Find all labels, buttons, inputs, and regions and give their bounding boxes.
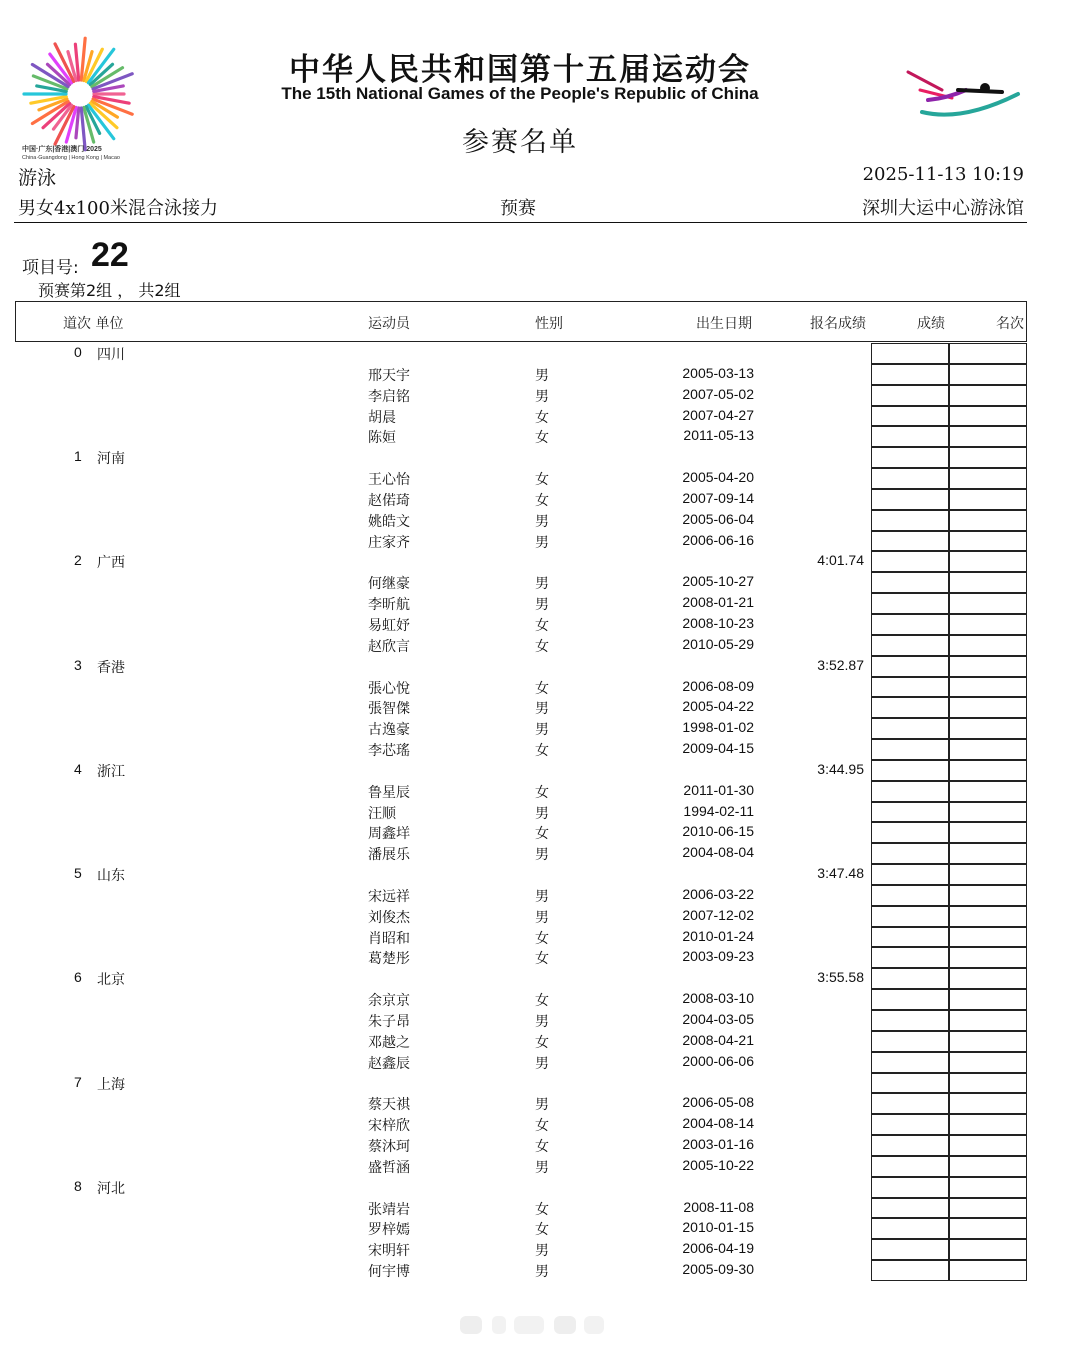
result-box [871,531,949,552]
team-name: 山东 [97,868,125,885]
column-header-entry-time: 报名成绩 [810,316,866,332]
rank-box [949,551,1027,572]
result-box [871,822,949,843]
athlete-gender: 男 [535,1264,549,1281]
lane-number: 3 [74,656,82,673]
team-name: 河南 [97,451,125,468]
page-title: 参赛名单 [462,127,578,158]
athlete-row [0,1052,1066,1073]
team-row [0,1073,1066,1094]
result-box [871,1031,949,1052]
lane-number: 5 [74,865,82,882]
rank-box [949,364,1027,385]
athlete-dob: 2010-05-29 [682,635,754,652]
athlete-row [0,572,1066,593]
rank-box [949,947,1027,968]
athlete-row [0,1156,1066,1177]
rank-box [949,677,1027,698]
result-box [871,1073,949,1094]
athlete-name: 赵偌琦 [368,492,410,509]
heat-info: 预赛第2组 ， 共2组 [38,281,181,300]
athlete-dob: 2005-10-22 [682,1156,754,1173]
athlete-name: 蔡沐珂 [368,1139,410,1156]
athlete-name: 周鑫垟 [368,826,410,843]
result-box [871,385,949,406]
athlete-row [0,426,1066,447]
athlete-dob: 2006-08-09 [682,677,754,694]
rank-box [949,385,1027,406]
athlete-dob: 2004-08-04 [682,844,754,861]
athlete-name: 赵鑫辰 [368,1055,410,1072]
athlete-gender: 男 [535,847,549,864]
athlete-row [0,1114,1066,1135]
rank-box [949,1093,1027,1114]
athlete-name: 李芯瑤 [368,743,410,760]
athlete-dob: 2007-04-27 [682,406,754,423]
athlete-dob: 2005-04-20 [682,469,754,486]
lane-number: 0 [74,344,82,360]
rank-box [949,927,1027,948]
print-datetime: 2025-11-13 10:19 [862,164,1024,185]
athlete-gender: 男 [535,597,549,614]
athlete-dob: 1994-02-11 [683,802,754,819]
result-box [871,927,949,948]
athlete-row [0,1093,1066,1114]
athlete-row [0,489,1066,510]
rank-box [949,1135,1027,1156]
rank-box [949,739,1027,760]
header-divider [14,222,1027,223]
result-box [871,1010,949,1031]
athlete-dob: 2011-01-30 [683,781,754,798]
athlete-dob: 2008-01-21 [682,594,754,611]
athlete-name: 宋明轩 [368,1243,410,1260]
lane-number: 2 [74,552,82,569]
rank-box [949,968,1027,989]
athlete-gender: 男 [535,1097,549,1114]
result-box [871,1260,949,1281]
athlete-name: 鲁星辰 [368,784,410,801]
rank-box [949,822,1027,843]
athlete-gender: 女 [535,1222,549,1239]
result-box [871,1052,949,1073]
rank-box [949,593,1027,614]
athlete-dob: 2005-04-22 [682,698,754,715]
athlete-gender: 女 [535,1201,549,1218]
venue-name: 深圳大运中心游泳馆 [862,198,1024,219]
athlete-name: 張智傑 [368,701,410,718]
team-row [0,864,1066,885]
item-number: 22 [91,236,129,274]
lane-number: 4 [74,760,82,777]
athlete-row [0,697,1066,718]
athlete-dob: 2005-09-30 [682,1261,754,1278]
athlete-gender: 男 [535,1014,549,1030]
athlete-row [0,1010,1066,1031]
athlete-dob: 2000-06-06 [682,1052,754,1069]
athlete-gender: 男 [535,722,549,739]
athlete-dob: 2008-11-08 [683,1198,754,1215]
rank-box [949,531,1027,552]
team-row [0,551,1066,572]
result-box [871,489,949,510]
athlete-gender: 女 [535,784,549,801]
athlete-gender: 男 [535,701,549,718]
athlete-row [0,1218,1066,1239]
athlete-name: 庄家齐 [368,534,410,551]
rank-box [949,614,1027,635]
athlete-gender: 女 [535,680,549,697]
athlete-gender: 女 [535,993,549,1010]
rank-box [949,1114,1027,1135]
athlete-dob: 2008-04-21 [682,1031,754,1048]
athlete-dob: 2007-09-14 [682,489,754,506]
athlete-dob: 2006-03-22 [682,885,754,902]
games-title-en: The 15th National Games of the People's Republic of China [281,84,759,103]
athlete-gender: 女 [535,1118,549,1135]
rank-box [949,1260,1027,1281]
team-name: 北京 [97,972,125,989]
result-box [871,447,949,468]
athlete-gender: 女 [535,930,549,947]
athlete-name: 余京京 [368,993,410,1010]
athlete-gender: 女 [535,492,549,509]
team-row [0,656,1066,677]
athlete-row [0,1239,1066,1260]
athlete-name: 潘展乐 [368,847,410,864]
rank-box [949,1010,1027,1031]
rank-box [949,843,1027,864]
entry-time: 3:44.95 [817,760,864,777]
result-box [871,551,949,572]
athlete-gender: 男 [535,1159,549,1176]
column-header-gender: 性别 [535,316,563,332]
result-box [871,1218,949,1239]
result-box [871,1156,949,1177]
athlete-gender: 女 [535,1034,549,1051]
athlete-row [0,385,1066,406]
athlete-dob: 2007-05-02 [682,385,754,402]
athlete-name: 朱子昂 [368,1014,410,1030]
athlete-gender: 女 [535,638,549,655]
athlete-name: 宋远祥 [368,888,410,905]
rank-box [949,1156,1027,1177]
result-box [871,614,949,635]
games-title-cn: 中华人民共和国第十五届运动会 [289,52,751,88]
athlete-gender: 女 [535,617,549,634]
rank-box [949,656,1027,677]
athlete-dob: 2004-08-14 [682,1115,754,1132]
rank-box [949,760,1027,781]
athlete-name: 邓越之 [368,1034,410,1051]
result-box [871,343,949,364]
item-number-label: 项目号: [22,258,79,278]
rank-box [949,697,1027,718]
athlete-row [0,989,1066,1010]
team-name: 四川 [97,347,125,363]
team-name: 上海 [97,1076,125,1093]
lane-number: 1 [74,448,82,465]
entry-time: 3:52.87 [817,656,864,673]
rank-box [949,885,1027,906]
sport-name: 游泳 [18,167,57,189]
athlete-row [0,510,1066,531]
result-box [871,593,949,614]
rank-box [949,781,1027,802]
athlete-row [0,364,1066,385]
result-box [871,739,949,760]
column-header-athlete: 运动员 [368,316,410,332]
result-box [871,906,949,927]
result-box [871,426,949,447]
result-box [871,1177,949,1198]
rank-box [949,635,1027,656]
athlete-dob: 2008-10-23 [682,614,754,631]
athlete-dob: 2006-06-16 [682,531,754,548]
rank-box [949,718,1027,739]
result-box [871,843,949,864]
athlete-dob: 2005-03-13 [682,364,754,381]
athlete-row [0,468,1066,489]
athlete-gender: 男 [535,576,549,593]
event-name: 男女4x100米混合泳接力 [18,198,218,219]
athlete-dob: 2005-06-04 [682,510,754,527]
result-box [871,677,949,698]
athlete-name: 姚皓文 [368,513,410,530]
athlete-row [0,614,1066,635]
column-header-result: 成绩 [917,316,945,332]
athlete-name: 肖昭和 [368,930,410,947]
rank-box [949,1218,1027,1239]
rank-box [949,572,1027,593]
athlete-name: 李昕航 [368,597,410,614]
athlete-name: 張心悅 [368,680,410,697]
athlete-name: 易虹妤 [368,617,410,634]
rank-box [949,468,1027,489]
athlete-row [0,677,1066,698]
result-box [871,697,949,718]
athlete-row [0,885,1066,906]
lane-number: 7 [74,1073,82,1090]
team-name: 河北 [97,1180,125,1197]
team-name: 浙江 [97,763,125,780]
athlete-gender: 女 [535,1139,549,1156]
athlete-row [0,906,1066,927]
start-list-table [0,343,1066,1281]
page-indicator-icon [458,1312,608,1338]
rank-box [949,1239,1027,1260]
athlete-name: 古逸豪 [368,722,410,739]
athlete-gender: 男 [535,888,549,905]
athlete-name: 张靖岩 [368,1201,410,1218]
rank-box [949,906,1027,927]
rank-box [949,1073,1027,1094]
result-box [871,781,949,802]
athlete-row [0,406,1066,427]
athlete-row [0,927,1066,948]
rank-box [949,1177,1027,1198]
athlete-row [0,1135,1066,1156]
athlete-row [0,635,1066,656]
result-box [871,1239,949,1260]
result-box [871,510,949,531]
athlete-gender: 男 [535,805,549,822]
result-box [871,947,949,968]
team-name: 香港 [97,659,125,676]
athlete-dob: 2003-01-16 [682,1136,754,1153]
athlete-gender: 男 [535,534,549,551]
entry-time: 3:47.48 [817,865,864,882]
result-box [871,802,949,823]
lane-number: 6 [74,969,82,986]
result-box [871,1135,949,1156]
athlete-gender: 男 [535,513,549,530]
result-box [871,989,949,1010]
team-row [0,968,1066,989]
athlete-name: 刘俊杰 [368,909,410,926]
result-box [871,572,949,593]
athlete-dob: 2003-09-23 [682,948,754,965]
result-box [871,406,949,427]
athlete-gender: 男 [535,388,549,405]
rank-box [949,426,1027,447]
team-row [0,447,1066,468]
athlete-name: 葛楚彤 [368,951,410,968]
athlete-dob: 1998-01-02 [682,719,754,736]
athlete-name: 汪顺 [368,805,396,822]
result-box [871,885,949,906]
column-header-lane-team: 道次 单位 [63,316,124,332]
logo-caption-line2: China·Guangdong | Hong Kong | Macao [22,155,120,161]
athlete-dob: 2010-06-15 [682,823,754,840]
team-row [0,1177,1066,1198]
athlete-gender: 女 [535,430,549,447]
result-box [871,656,949,677]
athlete-name: 何宇博 [368,1264,410,1281]
result-box [871,1114,949,1135]
logo-caption-line1: 中国·广东|香港|澳门 2025 [22,146,102,153]
athlete-row [0,531,1066,552]
athlete-name: 胡晨 [368,409,396,426]
result-box [871,864,949,885]
entry-time: 4:01.74 [817,552,864,569]
rank-box [949,989,1027,1010]
athlete-dob: 2008-03-10 [682,990,754,1007]
result-box [871,718,949,739]
athlete-name: 宋梓欣 [368,1118,410,1135]
result-box [871,364,949,385]
rank-box [949,1052,1027,1073]
result-box [871,760,949,781]
athlete-name: 邢天宇 [368,367,410,384]
athlete-name: 王心怡 [368,472,410,489]
athlete-name: 李启铭 [368,388,410,405]
athlete-name: 赵欣言 [368,638,410,655]
athlete-name: 陈姮 [368,430,396,447]
athlete-dob: 2006-05-08 [682,1094,754,1111]
athlete-gender: 女 [535,743,549,760]
athlete-gender: 女 [535,409,549,426]
athlete-name: 蔡天祺 [368,1097,410,1114]
rank-box [949,864,1027,885]
event-stage: 预赛 [500,198,536,219]
athlete-dob: 2011-05-13 [683,427,754,444]
athlete-row [0,802,1066,823]
athlete-row [0,1198,1066,1219]
athlete-dob: 2009-04-15 [682,740,754,757]
athlete-row [0,1031,1066,1052]
athlete-row [0,593,1066,614]
athlete-gender: 女 [535,826,549,843]
entry-time: 3:55.58 [817,969,864,986]
athlete-dob: 2010-01-24 [682,927,754,944]
athlete-dob: 2004-03-05 [682,1011,754,1027]
athlete-name: 罗梓嫣 [368,1222,410,1239]
column-header-rank: 名次 [996,316,1024,332]
rank-box [949,343,1027,364]
athlete-row [0,718,1066,739]
result-box [871,1093,949,1114]
rank-box [949,510,1027,531]
rank-box [949,1198,1027,1219]
rank-box [949,406,1027,427]
athlete-name: 何继豪 [368,576,410,593]
athlete-gender: 女 [535,951,549,968]
athlete-name: 盛哲涵 [368,1159,410,1176]
athlete-row [0,843,1066,864]
athlete-dob: 2005-10-27 [682,573,754,590]
column-header-dob: 出生日期 [696,316,752,332]
athlete-row [0,1260,1066,1281]
athlete-gender: 男 [535,367,549,384]
athlete-dob: 2007-12-02 [682,906,754,923]
team-name: 广西 [97,555,125,572]
result-box [871,968,949,989]
athlete-dob: 2010-01-15 [682,1219,754,1236]
rank-box [949,489,1027,510]
athlete-row [0,739,1066,760]
athlete-gender: 男 [535,1055,549,1072]
rank-box [949,802,1027,823]
result-box [871,635,949,656]
result-box [871,1198,949,1219]
athlete-gender: 男 [535,909,549,926]
athlete-gender: 男 [535,1243,549,1260]
athlete-row [0,822,1066,843]
team-row [0,343,1066,364]
result-box [871,468,949,489]
rank-box [949,447,1027,468]
table-header [15,301,1027,342]
athlete-dob: 2006-04-19 [682,1240,754,1257]
athlete-row [0,781,1066,802]
team-row [0,760,1066,781]
lane-number: 8 [74,1177,82,1194]
athlete-row [0,947,1066,968]
rank-box [949,1031,1027,1052]
athlete-gender: 女 [535,472,549,489]
